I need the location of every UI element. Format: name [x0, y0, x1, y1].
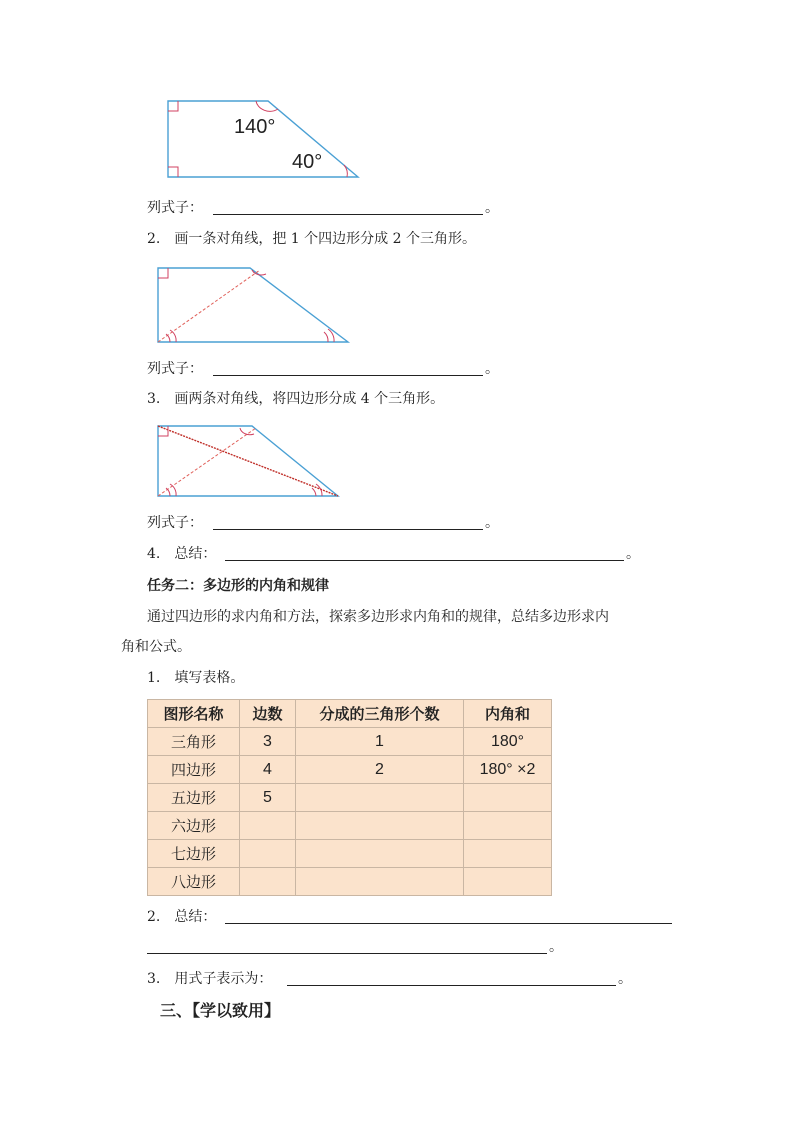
trapezoid-figure-3 [152, 420, 352, 502]
cell-sides[interactable]: 3 [240, 728, 296, 756]
table-instruction: 1. 填写表格。 [147, 670, 245, 686]
expression-label: 3. 用式子表示为： [147, 971, 273, 987]
cell-angle-sum[interactable] [464, 868, 552, 896]
formula-label-2: 列式子： [147, 361, 203, 377]
cell-shape: 三角形 [148, 728, 240, 756]
cell-sides[interactable] [240, 812, 296, 840]
summary-label-4: 4. 总结： [147, 546, 217, 562]
cell-sides[interactable]: 5 [240, 784, 296, 812]
cell-shape: 四边形 [148, 756, 240, 784]
section-3-heading: 三、【学以致用】 [160, 1001, 281, 1020]
header-triangle-count: 分成的三角形个数 [296, 700, 464, 728]
formula-blank-2[interactable] [213, 375, 483, 376]
cell-triangles[interactable] [296, 812, 464, 840]
period-3: 。 [485, 515, 499, 531]
period-5: 。 [549, 939, 563, 955]
cell-sides[interactable] [240, 840, 296, 868]
trapezoid-figure-2 [152, 262, 357, 348]
angle-40-label: 40° [292, 151, 323, 173]
cell-angle-sum[interactable]: 180° [464, 728, 552, 756]
table-row [148, 840, 552, 868]
table-row [148, 784, 552, 812]
table-row [148, 728, 552, 756]
cell-sides[interactable] [240, 868, 296, 896]
header-shape-name: 图形名称 [148, 700, 240, 728]
cell-angle-sum[interactable] [464, 840, 552, 868]
cell-triangles[interactable] [296, 868, 464, 896]
header-angle-sum: 内角和 [464, 700, 552, 728]
table-header-row [148, 700, 552, 728]
cell-angle-sum[interactable] [464, 784, 552, 812]
item-2-text: 2. 画一条对角线，把 1 个四边形分成 2 个三角形。 [147, 231, 476, 247]
formula-label-3: 列式子： [147, 515, 203, 531]
period-4: 。 [626, 546, 640, 562]
item-3-text: 3. 画两条对角线，将四边形分成 4 个三角形。 [147, 391, 445, 407]
period-6: 。 [618, 971, 632, 987]
cell-angle-sum[interactable]: 180° ×2 [464, 756, 552, 784]
period-2: 。 [485, 361, 499, 377]
summary-label-2: 2. 总结： [147, 909, 217, 925]
period-1: 。 [485, 200, 499, 216]
cell-triangles[interactable]: 1 [296, 728, 464, 756]
table-row [148, 868, 552, 896]
task-2-title: 任务二：多边形的内角和规律 [147, 578, 329, 594]
cell-shape: 八边形 [148, 868, 240, 896]
formula-label-1: 列式子： [147, 200, 203, 216]
angle-140-label: 140° [234, 116, 276, 138]
polygon-angle-table [147, 699, 552, 896]
trapezoid-figure-1 [160, 95, 370, 185]
formula-blank-1[interactable] [213, 214, 483, 215]
summary-blank-4[interactable] [225, 560, 624, 561]
cell-triangles[interactable]: 2 [296, 756, 464, 784]
table-row [148, 812, 552, 840]
cell-angle-sum[interactable] [464, 812, 552, 840]
cell-triangles[interactable] [296, 784, 464, 812]
cell-shape: 五边形 [148, 784, 240, 812]
table-row [148, 756, 552, 784]
cell-triangles[interactable] [296, 840, 464, 868]
task-2-intro-line-1: 通过四边形的求内角和方法，探索多边形求内角和的规律，总结多边形求内 [147, 609, 609, 625]
cell-sides[interactable]: 4 [240, 756, 296, 784]
header-side-count: 边数 [240, 700, 296, 728]
task-2-intro-line-2: 角和公式。 [121, 639, 191, 655]
summary-blank-2a[interactable] [225, 923, 672, 924]
summary-blank-2b[interactable] [147, 953, 547, 954]
cell-shape: 七边形 [148, 840, 240, 868]
cell-shape: 六边形 [148, 812, 240, 840]
formula-blank-3[interactable] [213, 529, 483, 530]
expression-blank[interactable] [287, 985, 616, 986]
